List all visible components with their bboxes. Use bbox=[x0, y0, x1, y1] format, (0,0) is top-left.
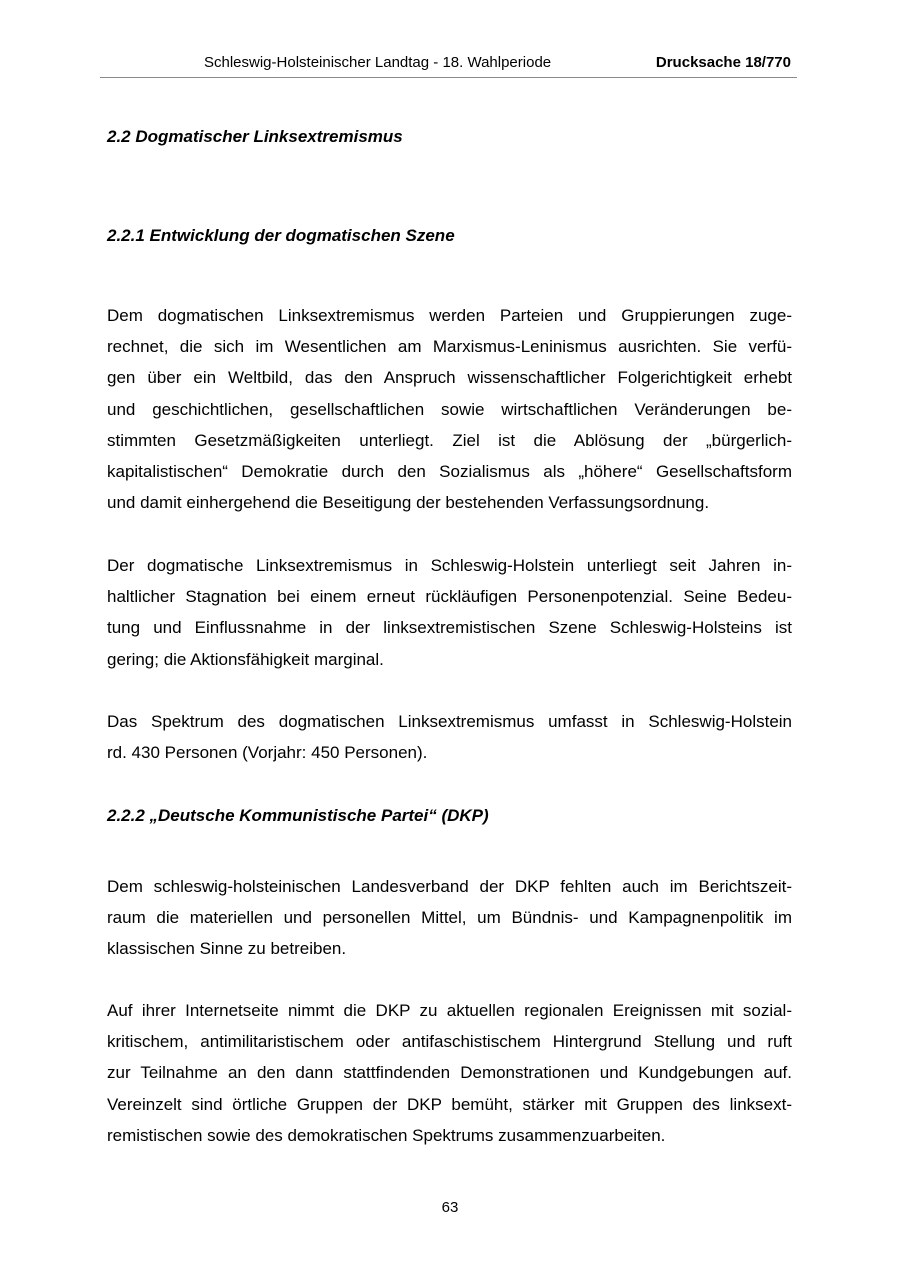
text-line: tung und Einflussnahme in der linksextremistischen Szene Schleswig-Holsteins ist bbox=[107, 618, 792, 638]
text-line: Das Spektrum des dogmatischen Linksextremismus umfasst in Schleswig-Holstein bbox=[107, 712, 792, 731]
text-line: Dem schleswig-holsteinischen Landesverband der DKP fehlten auch im Berichtszeit- bbox=[107, 877, 792, 896]
section-heading-2-2: 2.2 Dogmatischer Linksextremismus bbox=[107, 127, 403, 146]
section-heading-2-2-1: 2.2.1 Entwicklung der dogmatischen Szene bbox=[107, 226, 455, 245]
section-heading-2-2-2: 2.2.2 „Deutsche Kommunistische Partei“ (DKP) bbox=[107, 806, 489, 825]
document-reference: Drucksache 18/770 bbox=[655, 54, 791, 71]
text-line: raum die materiellen und personellen Mittel, um Bündnis- und Kampagnenpolitik im bbox=[107, 908, 792, 928]
paragraph-dkp-resources bbox=[107, 871, 792, 965]
text-line: Vereinzelt sind örtliche Gruppen der DKP bemüht, stärker mit Gruppen des linksext- bbox=[107, 1094, 792, 1114]
text-line: Auf ihrer Internetseite nimmt die DKP zu aktuellen regionalen Ereignissen mit sozial- bbox=[107, 1001, 792, 1020]
page-header bbox=[100, 51, 797, 78]
paragraph-stagnation bbox=[107, 550, 792, 675]
text-line: klassischen Sinne zu betreiben. bbox=[107, 939, 347, 959]
text-line: stimmten Gesetzmäßigkeiten unterliegt. Ziel ist die Ablösung der „bürgerlich- bbox=[107, 430, 792, 450]
paragraph-intro bbox=[107, 300, 792, 518]
text-line: und geschichtlichen, gesellschaftlichen sowie wirtschaftlichen Veränderungen be- bbox=[107, 399, 792, 419]
text-line: gering; die Aktionsfähigkeit marginal. bbox=[107, 649, 384, 669]
text-line: rechnet, die sich im Wesentlichen am Marxismus-Leninismus ausrichten. Sie verfü- bbox=[107, 337, 792, 357]
text-line: rd. 430 Personen (Vorjahr: 450 Personen). bbox=[107, 743, 428, 763]
text-line: haltlicher Stagnation bei einem erneut rückläufigen Personenpotenzial. Seine Bedeu- bbox=[107, 587, 792, 607]
text-line: kapitalistischen“ Demokratie durch den Sozialismus als „höhere“ Gesellschaftsform bbox=[107, 462, 792, 482]
paragraph-spectrum bbox=[107, 706, 792, 768]
text-line: kritischem, antimilitaristischem oder antifaschistischem Hintergrund Stellung und ruft bbox=[107, 1032, 792, 1052]
text-line: gen über ein Weltbild, das den Anspruch wissenschaftlicher Folgerichtigkeit erhebt bbox=[107, 368, 792, 388]
text-line: Dem dogmatischen Linksextremismus werden Parteien und Gruppierungen zuge- bbox=[107, 306, 792, 325]
text-line: remistischen sowie des demokratischen Spektrums zusammenzuarbeiten. bbox=[107, 1125, 666, 1145]
text-line: und damit einhergehend die Beseitigung der bestehenden Verfassungsordnung. bbox=[107, 493, 710, 513]
text-line: Der dogmatische Linksextremismus in Schleswig-Holstein unterliegt seit Jahren in- bbox=[107, 556, 792, 575]
paragraph-dkp-website bbox=[107, 995, 792, 1151]
text-line: zur Teilnahme an den dann stattfindenden Demonstrationen und Kundgebungen auf. bbox=[107, 1063, 792, 1083]
header-title: Schleswig-Holsteinischer Landtag - 18. Wahlperiode bbox=[204, 54, 552, 71]
page-number: 63 bbox=[441, 1199, 459, 1216]
